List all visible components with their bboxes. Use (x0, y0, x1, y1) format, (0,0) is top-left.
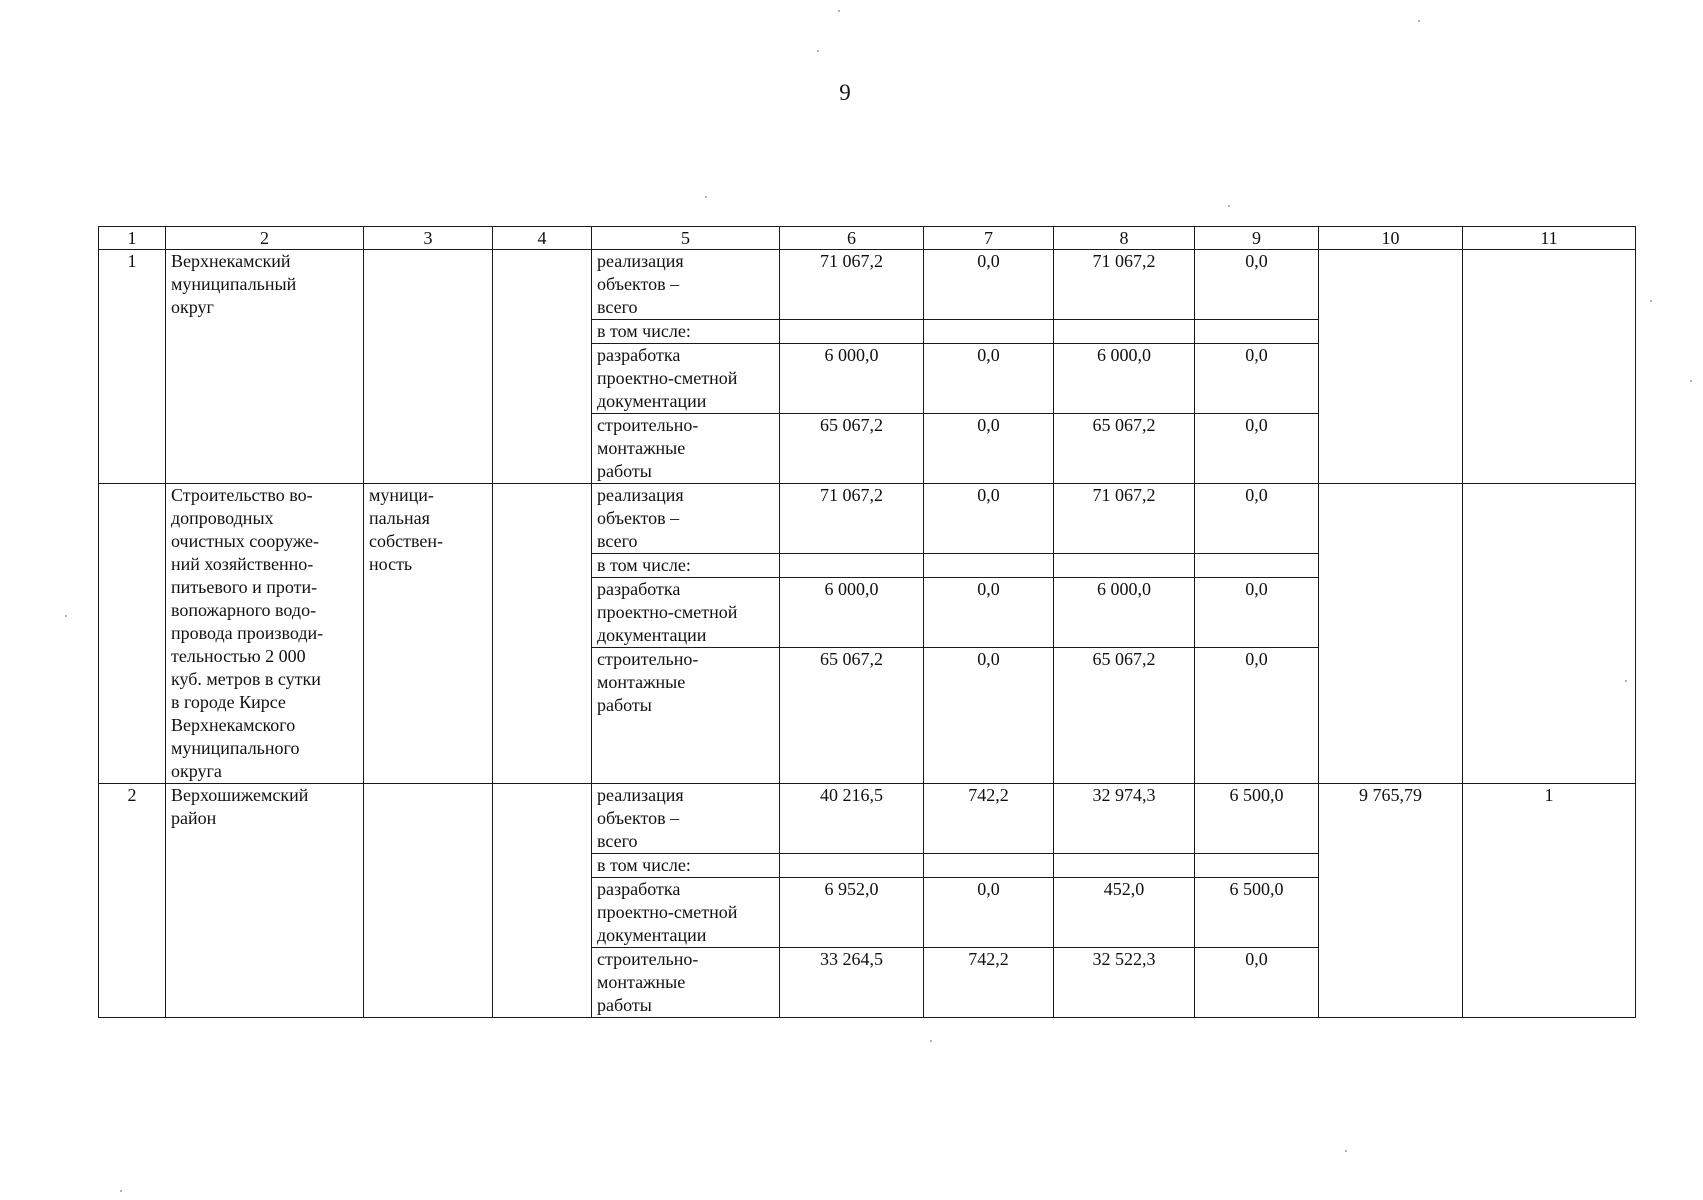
ownership-cell: муници- пальная собствен- ность (364, 484, 493, 784)
value-cell: 0,0 (924, 578, 1054, 648)
value-cell (1195, 320, 1319, 344)
work-type-cell: реализация объектов – всего (592, 484, 780, 554)
column-11-cell (1463, 484, 1636, 784)
header-cell: 2 (166, 227, 364, 250)
work-type-cell: реализация объектов – всего (592, 784, 780, 854)
value-cell (780, 320, 924, 344)
value-cell (924, 554, 1054, 578)
value-cell: 65 067,2 (780, 414, 924, 484)
value-cell: 0,0 (924, 344, 1054, 414)
header-cell: 7 (924, 227, 1054, 250)
header-cell: 5 (592, 227, 780, 250)
value-cell: 0,0 (924, 878, 1054, 948)
table-row (99, 784, 1636, 854)
row-number-cell: 2 (99, 784, 166, 1018)
work-type-cell: строительно- монтажные работы (592, 948, 780, 1018)
column-10-cell (1319, 484, 1463, 784)
value-cell: 452,0 (1054, 878, 1195, 948)
column-4-cell (493, 250, 592, 484)
value-cell: 6 000,0 (780, 344, 924, 414)
work-type-cell: в том числе: (592, 554, 780, 578)
work-type-cell: реализация объектов – всего (592, 250, 780, 320)
row-number-cell: 1 (99, 250, 166, 484)
work-type-cell: разработка проектно-сметной документации (592, 344, 780, 414)
header-cell: 4 (493, 227, 592, 250)
value-cell: 6 000,0 (780, 578, 924, 648)
column-4-cell (493, 484, 592, 784)
value-cell (780, 554, 924, 578)
value-cell: 0,0 (924, 484, 1054, 554)
value-cell: 0,0 (924, 648, 1054, 784)
value-cell: 0,0 (924, 250, 1054, 320)
value-cell (1195, 554, 1319, 578)
header-cell: 11 (1463, 227, 1636, 250)
value-cell (924, 320, 1054, 344)
value-cell: 6 500,0 (1195, 878, 1319, 948)
table-row (99, 484, 1636, 554)
funding-table (98, 226, 1636, 1018)
value-cell: 0,0 (1195, 578, 1319, 648)
value-cell: 65 067,2 (1054, 414, 1195, 484)
value-cell (924, 854, 1054, 878)
column-11-cell: 1 (1463, 784, 1636, 1018)
work-type-cell: в том числе: (592, 320, 780, 344)
header-cell: 9 (1195, 227, 1319, 250)
header-cell: 8 (1054, 227, 1195, 250)
work-type-cell: строительно- монтажные работы (592, 648, 780, 784)
value-cell: 742,2 (924, 948, 1054, 1018)
value-cell: 32 522,3 (1054, 948, 1195, 1018)
value-cell: 6 000,0 (1054, 578, 1195, 648)
value-cell: 65 067,2 (780, 648, 924, 784)
value-cell: 742,2 (924, 784, 1054, 854)
value-cell (1195, 854, 1319, 878)
value-cell: 71 067,2 (1054, 250, 1195, 320)
value-cell: 0,0 (1195, 250, 1319, 320)
column-11-cell (1463, 250, 1636, 484)
column-10-cell (1319, 250, 1463, 484)
object-name-cell: Верхошижемский район (166, 784, 364, 1018)
work-type-cell: строительно- монтажные работы (592, 414, 780, 484)
header-cell: 1 (99, 227, 166, 250)
header-cell: 3 (364, 227, 493, 250)
work-type-cell: разработка проектно-сметной документации (592, 878, 780, 948)
value-cell: 32 974,3 (1054, 784, 1195, 854)
column-4-cell (493, 784, 592, 1018)
work-type-cell: в том числе: (592, 854, 780, 878)
value-cell: 6 500,0 (1195, 784, 1319, 854)
value-cell: 71 067,2 (1054, 484, 1195, 554)
value-cell: 65 067,2 (1054, 648, 1195, 784)
header-cell: 10 (1319, 227, 1463, 250)
ownership-cell (364, 250, 493, 484)
value-cell: 0,0 (1195, 948, 1319, 1018)
object-name-cell: Верхнекамский муниципальный округ (166, 250, 364, 484)
value-cell: 0,0 (924, 414, 1054, 484)
value-cell: 0,0 (1195, 484, 1319, 554)
value-cell: 0,0 (1195, 648, 1319, 784)
value-cell: 0,0 (1195, 344, 1319, 414)
value-cell (1054, 554, 1195, 578)
ownership-cell (364, 784, 493, 1018)
value-cell: 6 952,0 (780, 878, 924, 948)
value-cell: 71 067,2 (780, 484, 924, 554)
value-cell: 33 264,5 (780, 948, 924, 1018)
value-cell (1054, 854, 1195, 878)
header-cell: 6 (780, 227, 924, 250)
value-cell: 71 067,2 (780, 250, 924, 320)
value-cell: 0,0 (1195, 414, 1319, 484)
object-name-cell: Строительство во- допроводных очистных сооруже- ний хозяйственно- питьевого и проти- вопожарного водо- провода производи- тельностью 2 000 куб. метров в сутки в городе Кирсе Верхнекамского муниципального округа (166, 484, 364, 784)
column-10-cell: 9 765,79 (1319, 784, 1463, 1018)
value-cell: 6 000,0 (1054, 344, 1195, 414)
value-cell (1054, 320, 1195, 344)
value-cell (780, 854, 924, 878)
page-number: 9 (839, 80, 851, 105)
work-type-cell: разработка проектно-сметной документации (592, 578, 780, 648)
row-number-cell (99, 484, 166, 784)
value-cell: 40 216,5 (780, 784, 924, 854)
table-row (99, 250, 1636, 320)
table-header-row (99, 227, 1636, 250)
